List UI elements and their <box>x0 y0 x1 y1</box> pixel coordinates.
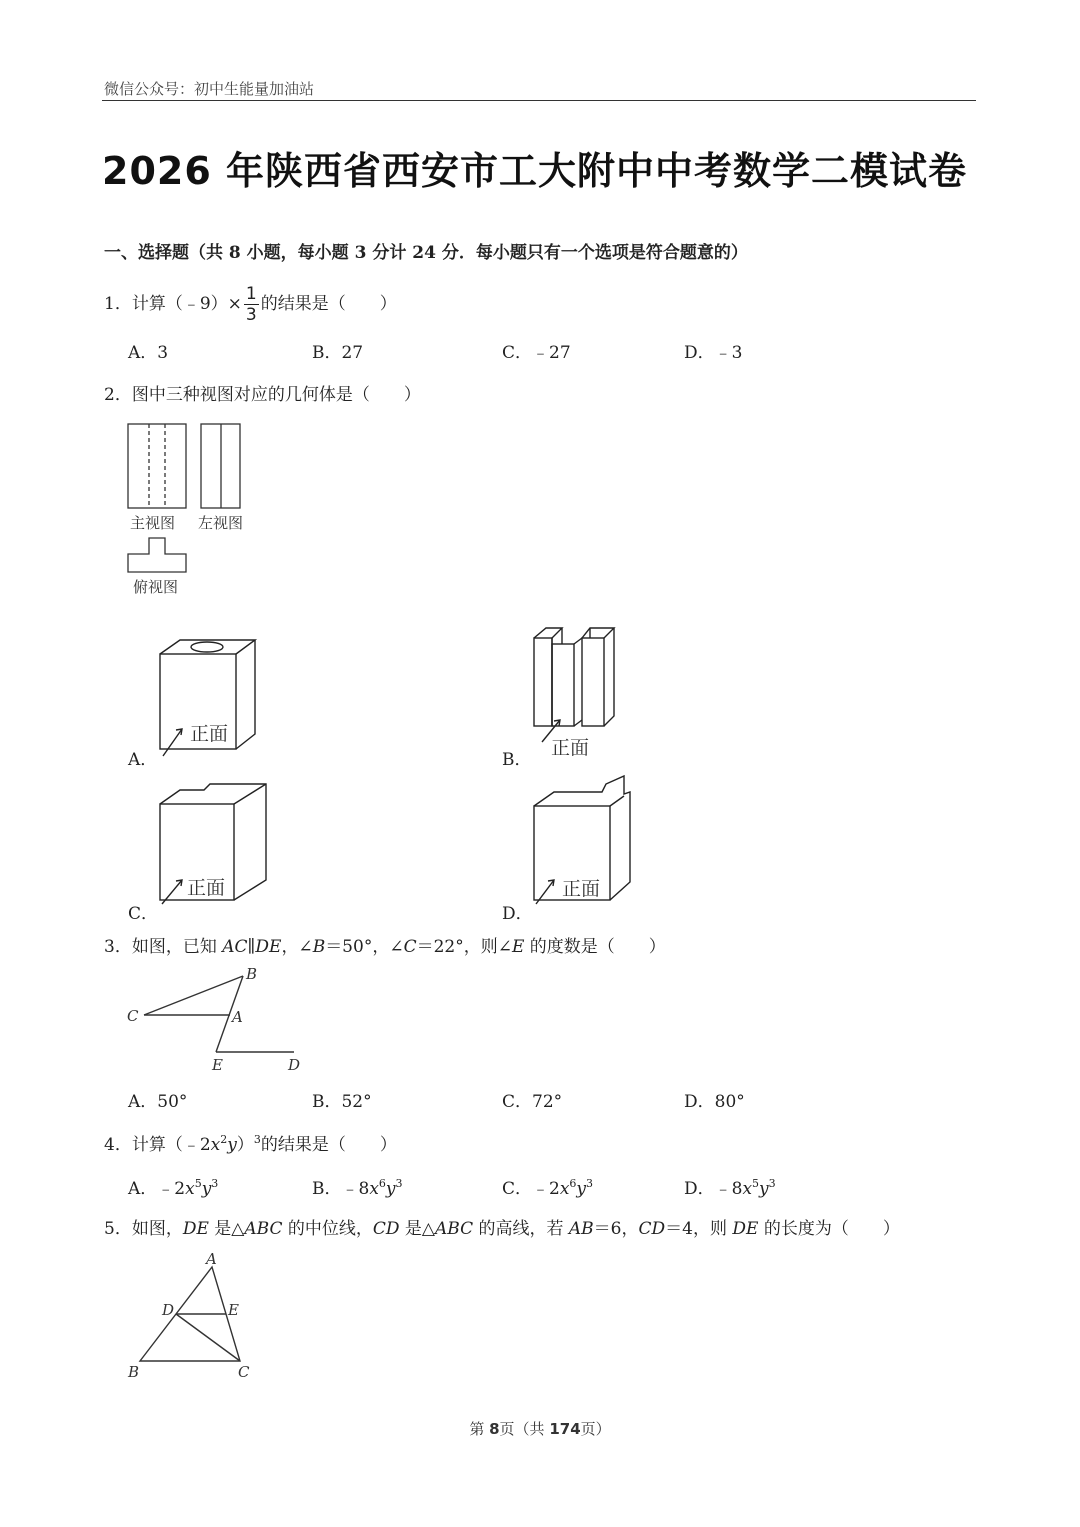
q1-suffix: 的结果是（ ） <box>260 294 397 314</box>
q3-option-a: A．50° <box>128 1092 188 1112</box>
q5-figure <box>118 1245 268 1385</box>
section-heading: 一、选择题（共 8 小题，每小题 3 分计 24 分．每小题只有一个选项是符合题意的） <box>104 243 748 263</box>
q2-d-face-label: 正面 <box>562 878 601 900</box>
q2-three-views-figure <box>120 418 260 600</box>
q3-point-b: B <box>246 965 258 983</box>
q5-point-a: A <box>206 1250 217 1268</box>
page-footer: 第 8页（共 174页） <box>469 1420 611 1438</box>
q2-option-a-solid <box>150 634 270 764</box>
current-page-number: 8 <box>489 1420 500 1438</box>
q4-option-a: A．$﹣2x^5y^3$ <box>128 1177 219 1199</box>
q3-point-a: A <box>232 1008 243 1026</box>
question-1-stem <box>104 284 397 325</box>
q3-option-c: C．72° <box>502 1092 563 1112</box>
question-4-stem: 4．计算$(﹣2x^2y)^3$的结果是（ ） <box>104 1133 397 1155</box>
q5-point-b: B <box>128 1363 140 1381</box>
total-pages: 174 <box>549 1420 581 1438</box>
q1-fraction <box>244 284 259 325</box>
q2-option-b-label: B． <box>502 750 532 770</box>
question-3-stem: 3．如图，已知 AC∥DE，∠B＝50°，∠C＝22°，则∠E 的度数是（ ） <box>104 937 666 957</box>
question-2-stem: 2．图中三种视图对应的几何体是（ ） <box>104 385 421 405</box>
left-view-label: 左视图 <box>198 514 244 532</box>
q2-option-a-label: A． <box>128 750 158 770</box>
q3-figure <box>118 960 318 1080</box>
q3-option-d: D．80° <box>684 1092 745 1112</box>
q3-point-c: C <box>127 1007 139 1025</box>
q1-frac-denominator: 3 <box>245 305 257 325</box>
q4-option-b: B．$﹣8x^6y^3$ <box>312 1177 403 1199</box>
q3-point-e: E <box>212 1056 223 1074</box>
q1-option-a: A．3 <box>128 343 169 363</box>
header-divider <box>102 100 976 101</box>
question-5-stem: 5．如图，DE 是△ABC 的中位线，CD 是△ABC 的高线，若 AB＝6，CD＝4，则 DE 的长度为（ ） <box>104 1219 900 1239</box>
page-title: 2026 年陕西省西安市工大附中中考数学二模试卷 <box>102 149 967 193</box>
q2-c-face-label: 正面 <box>187 877 226 899</box>
q5-point-c: C <box>238 1363 250 1381</box>
q4-option-d: D．$﹣8x^5y^3$ <box>684 1177 776 1199</box>
q2-option-d-solid <box>524 770 644 915</box>
q1-option-b: B．27 <box>312 343 364 363</box>
q2-b-face-label: 正面 <box>551 737 590 759</box>
q1-frac-numerator: 1 <box>245 284 257 304</box>
q3-option-b: B．52° <box>312 1092 372 1112</box>
q1-option-d: D．﹣3 <box>684 343 743 363</box>
q1-option-c: C．﹣27 <box>502 343 571 363</box>
top-view-outline <box>128 538 186 572</box>
header-source: 微信公众号：初中生能量加油站 <box>104 80 315 98</box>
q1-prefix: 1．计算（﹣9）× <box>104 294 242 314</box>
q2-a-face-label: 正面 <box>190 723 229 745</box>
front-view-outline <box>128 424 186 508</box>
q2-option-c-solid <box>150 780 280 915</box>
q5-point-e: E <box>228 1301 239 1319</box>
q4-option-c: C．$﹣2x^6y^3$ <box>502 1177 594 1199</box>
q2-option-d-label: D． <box>502 904 533 924</box>
q5-point-d: D <box>162 1301 175 1319</box>
q3-point-d: D <box>288 1056 301 1074</box>
q2-option-b-solid <box>524 616 634 766</box>
front-view-label: 主视图 <box>130 514 176 532</box>
top-view-label: 俯视图 <box>133 578 179 596</box>
q2-option-c-label: C． <box>128 904 159 924</box>
